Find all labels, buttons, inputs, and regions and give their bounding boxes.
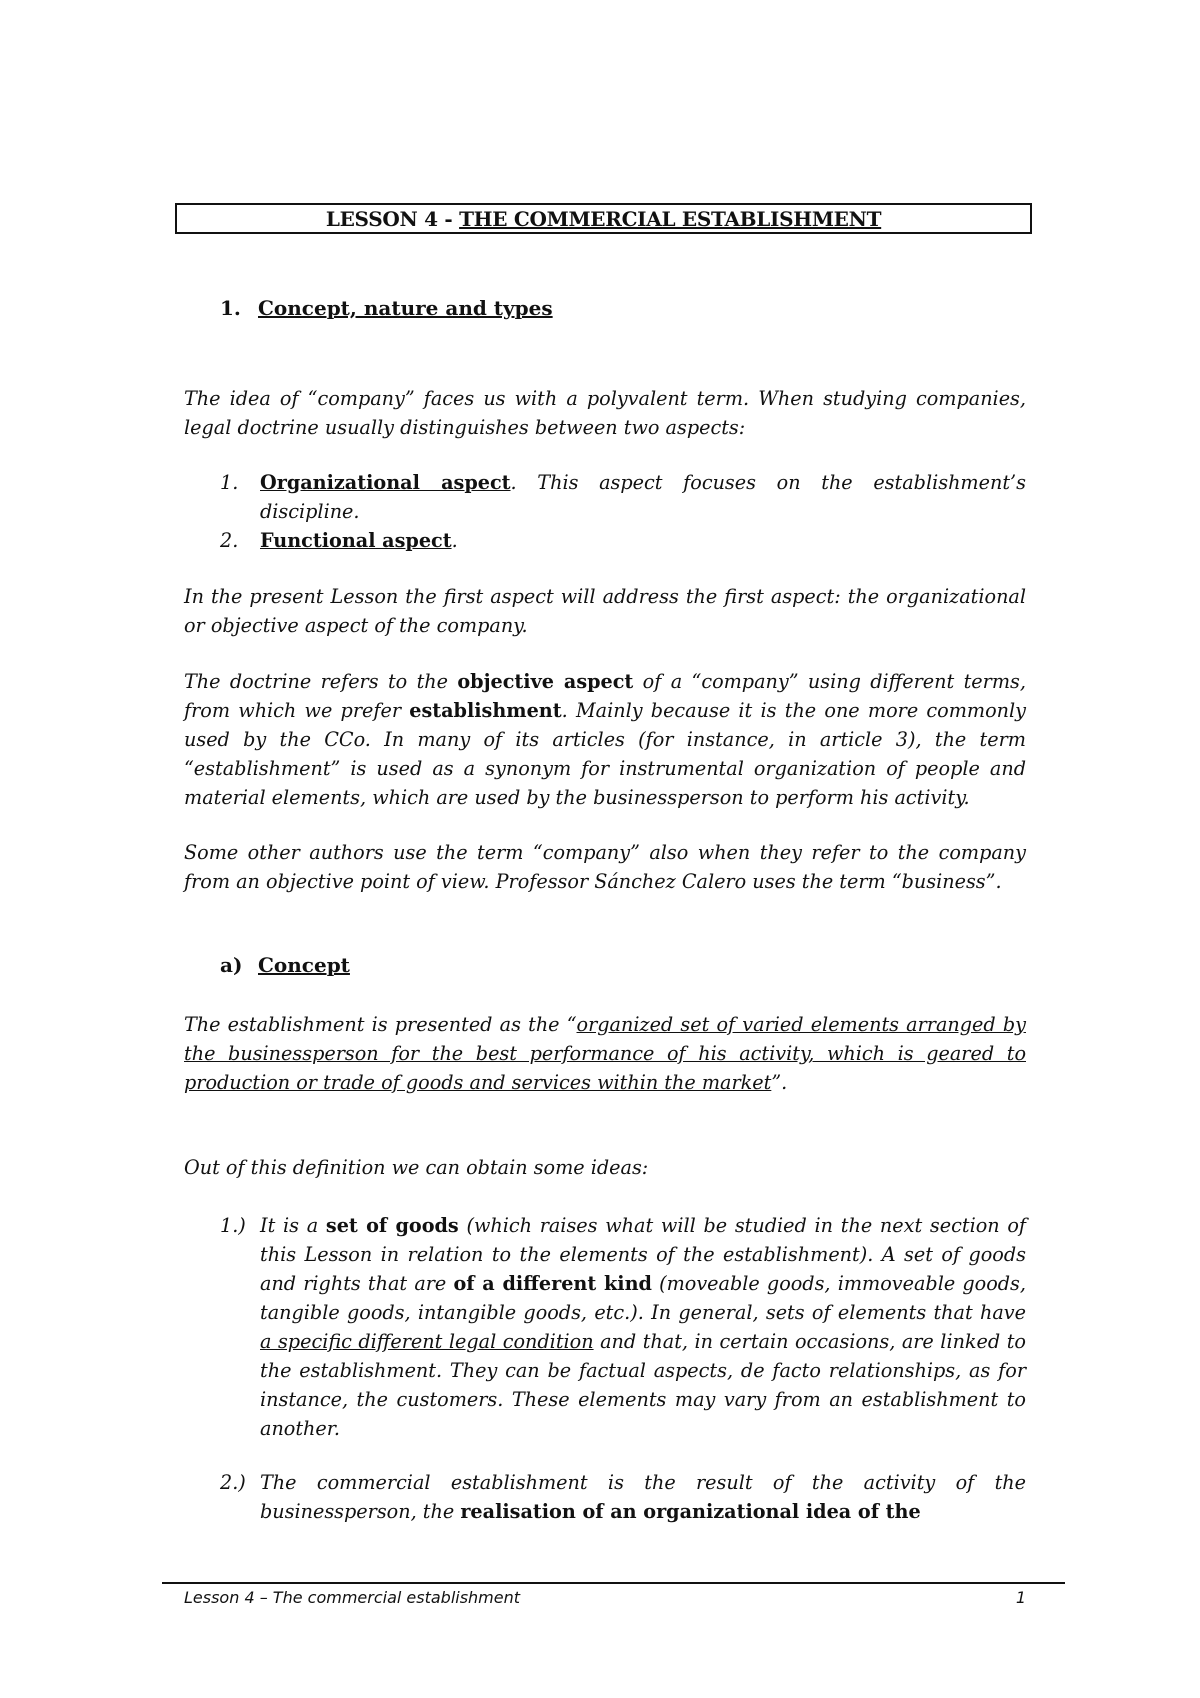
doctrine-paragraph: The doctrine refers to the objective aspect of a “company” using different terms, from which we prefer establishment. Mainly because it is the one more commonly used by the CCo. In many of its articles (for instance, in article 3), the term “establishment” is used as a synonym for instrumental organization of people and material elements, which are used by the businessperson to perform his activity. <box>184 670 1027 809</box>
lesson-title: THE COMMERCIAL ESTABLISHMENT <box>459 206 882 231</box>
section-label: Concept, nature and types <box>258 296 553 320</box>
section-heading-1 <box>220 296 553 320</box>
aspect-number: 2. <box>220 529 239 552</box>
bold-term: set of goods <box>325 1214 459 1237</box>
lesson-title-prefix: LESSON 4 - <box>325 206 453 231</box>
bold-term: establishment <box>409 699 562 722</box>
present-lesson-paragraph: In the present Lesson the first aspect will address the first aspect: the organizational or objective aspect of the company. <box>184 585 1026 637</box>
section-number: 1. <box>220 296 241 320</box>
definition-quote: organized set of varied elements arranged by the businessperson for the best performance of his activity, which is geared to production or trade of goods and services within the market <box>184 1013 1026 1094</box>
lesson-title-box <box>175 203 1032 234</box>
footer-title: Lesson 4 – The commercial establishment <box>184 1588 521 1607</box>
definition-paragraph: The establishment is presented as the “organized set of varied elements arranged by the businessperson for the best performance of his activity, which is geared to production or trade of goods and services within the market”. <box>184 1013 1026 1094</box>
ideas-intro-paragraph: Out of this definition we can obtain some ideas: <box>184 1156 649 1179</box>
section-heading-a <box>220 953 350 977</box>
idea-number: 1.) <box>220 1214 246 1237</box>
bold-term: realisation of an organizational idea of the <box>460 1500 921 1523</box>
page-number: 1 <box>1015 1588 1026 1607</box>
aspect-number: 1. <box>220 471 239 494</box>
footer-divider <box>162 1582 1065 1584</box>
intro-paragraph: The idea of “company” faces us with a polyvalent term. When studying companies, legal doctrine usually distinguishes between two aspects: <box>184 387 1026 439</box>
authors-paragraph: Some other authors use the term “company” also when they refer to the company from an objective point of view. Professor Sánchez Calero uses the term “business”. <box>184 841 1026 893</box>
section-number: a) <box>220 953 243 977</box>
aspect-text: . This aspect focuses on the establishment’s discipline. <box>260 471 1027 523</box>
aspect-item-1 <box>184 468 1026 526</box>
section-label: Concept <box>258 953 350 977</box>
aspect-label: Organizational aspect <box>260 471 511 494</box>
underlined-term: a specific different legal condition <box>260 1330 594 1353</box>
aspect-text: . <box>451 529 458 552</box>
aspect-label: Functional aspect <box>260 529 452 552</box>
aspect-item-2 <box>184 526 1026 555</box>
bold-term: objective aspect <box>457 670 634 693</box>
idea-number: 2.) <box>220 1471 246 1494</box>
bold-term: of a different kind <box>453 1272 652 1295</box>
page-footer <box>184 1588 1026 1607</box>
idea-item-1: 1.) It is a set of goods (which raises what will be studied in the next section of this Lesson in relation to the elements of the establishment). A set of goods and rights that are of a different kind (moveable goods, immoveable goods, tangible goods, intangible goods, etc.). In general, sets of elements that have a specific different legal condition and that, in certain occasions, are linked to the establishment. They can be factual aspects, de facto relationships, as for instance, the customers. These elements may vary from an establishment to another. <box>184 1211 1026 1443</box>
idea-item-2: 2.) The commercial establishment is the result of the activity of the businessperson, the realisation of an organizational idea of the <box>184 1468 1026 1526</box>
